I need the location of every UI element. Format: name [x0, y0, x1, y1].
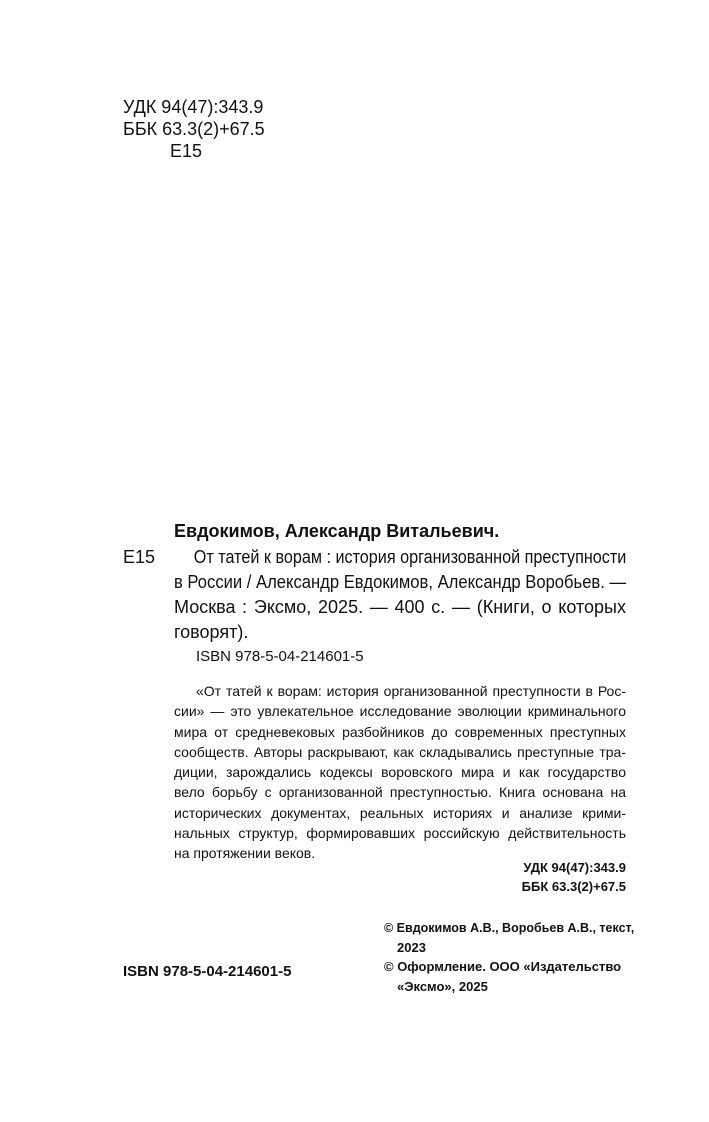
copyright-line: © Оформление. ООО «Издательство [384, 959, 622, 974]
copyright-line: «Эксмо», 2025 [397, 978, 488, 994]
card-title-block [174, 545, 626, 645]
card-author-heading: Евдокимов, Александр Витальевич. [174, 521, 500, 541]
card-bbk: ББК 63.3(2)+67.5 [521, 879, 626, 894]
annotation-line: мира от средневековых разбойников до современных преступных [174, 723, 626, 740]
card-author-code: Е15 [123, 547, 156, 567]
card-udk: УДК 94(47):343.9 [523, 860, 626, 875]
copyright-line: © Евдокимов А.В., Воробьев А.В., текст, [384, 920, 635, 935]
annotation-line: на протяжении веков. [174, 845, 316, 862]
annotation-line: сообществ. Авторы раскрывают, как складывались преступные тра- [174, 743, 626, 760]
card-title-line: говорят). [174, 622, 249, 642]
annotation-line: сии» — это увлекательное исследование эволюции криминального [174, 703, 626, 720]
annotation-line: исторических документах, реальных историях и анализе крими- [174, 804, 626, 821]
bottom-isbn: ISBN 978-5-04-214601-5 [123, 963, 292, 980]
top-bbk: ББК 63.3(2)+67.5 [123, 119, 265, 139]
copyright-block [384, 918, 634, 996]
card-annotation [174, 681, 626, 864]
annotation-line: диции, зарождались кодексы воровского мира и как государство [174, 764, 626, 781]
annotation-line: вело борьбу с организованной преступностью. Книга основана на [174, 784, 626, 801]
annotation-line: нальных структур, формировавших российскую действительность [174, 825, 626, 842]
card-title-line: в России / Александр Евдокимов, Александр Воробьев. — [174, 572, 627, 592]
card-title-line: От татей к ворам : история организованной преступности [193, 547, 627, 567]
top-udk: УДК 94(47):343.9 [123, 97, 264, 117]
copyright-line: 2023 [397, 939, 426, 955]
annotation-line: «От татей к ворам: история организованной преступности в Рос- [196, 683, 626, 699]
card-isbn: ISBN 978-5-04-214601-5 [196, 648, 364, 665]
card-title-line: Москва : Эксмо, 2025. — 400 с. — (Книги, о которых [174, 597, 626, 617]
top-author-code: Е15 [170, 141, 203, 161]
